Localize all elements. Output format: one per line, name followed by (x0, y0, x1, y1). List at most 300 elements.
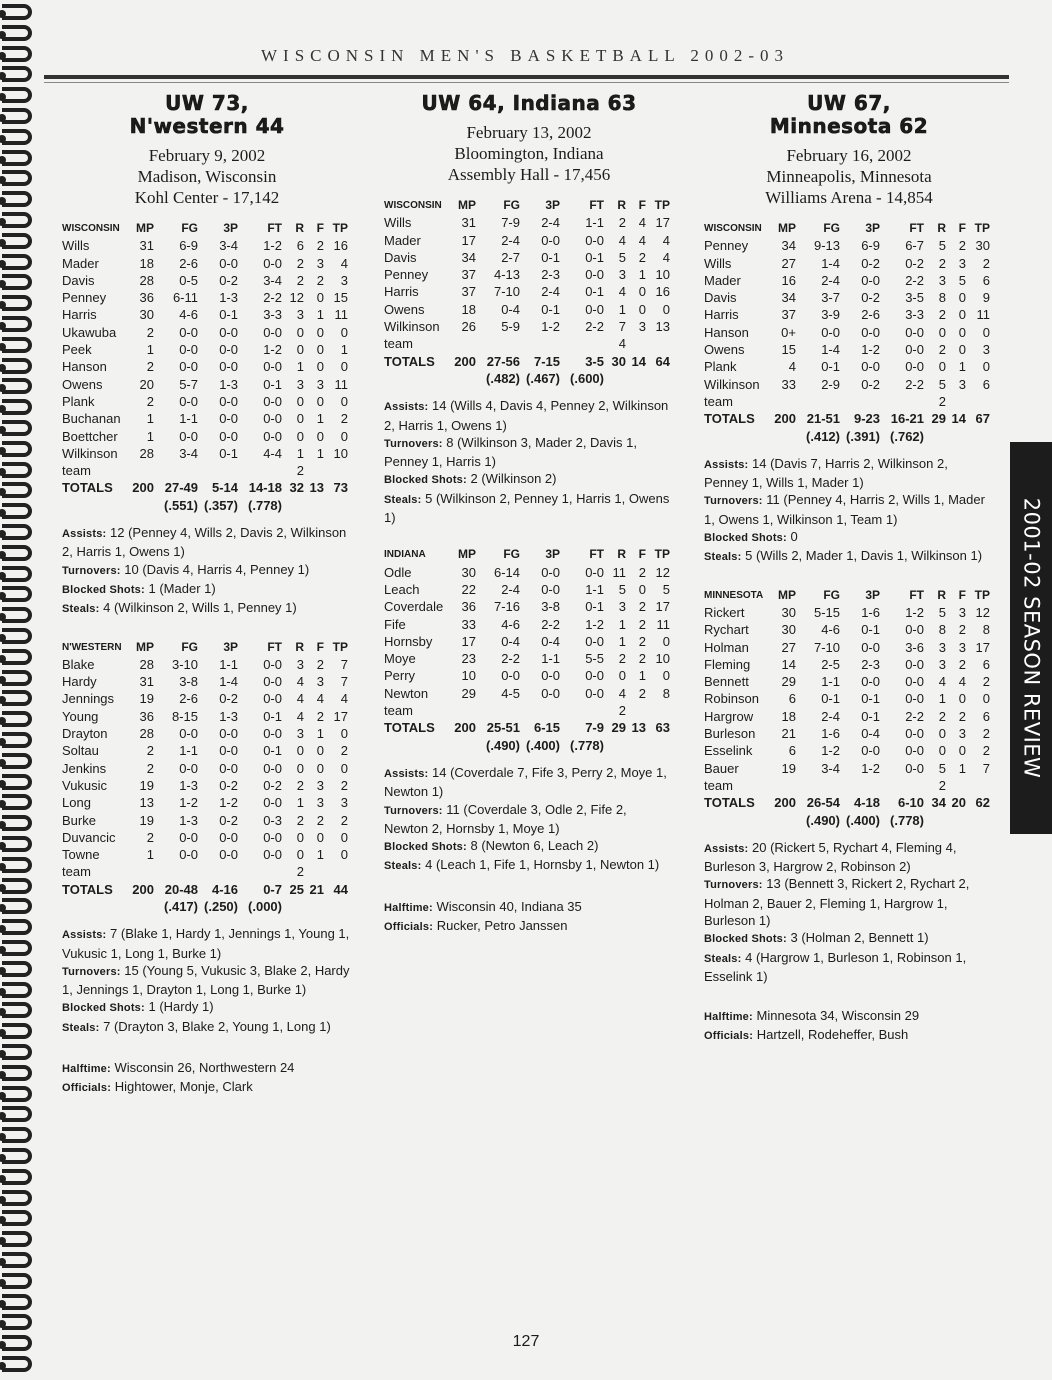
percentage-cell: (.778) (890, 812, 924, 828)
stat-cell: 36 (139, 290, 154, 306)
stat-cell: 15 (781, 342, 796, 358)
page-number: 127 (512, 1333, 540, 1350)
spacer-cell (128, 497, 154, 514)
stat-cell: 0-0 (219, 847, 238, 863)
stat-cell: 2 (316, 812, 324, 828)
stat-cell: 4-6 (501, 616, 520, 632)
stat-cell: 2 (982, 726, 990, 742)
turnovers-line-value: 13 (Bennett 3, Rickert 2, Rychart 2, Holman 2, Bauer 2, Fleming 1, Hargrow 1, Burleson 1) (704, 876, 970, 928)
player-name: Blake (62, 656, 95, 672)
player-name: Wills (384, 215, 412, 231)
stat-cell: 5 (662, 581, 670, 597)
totals-cell: 21 (309, 881, 324, 897)
spiral-ring (2, 961, 32, 977)
totals-cell: 200 (454, 720, 476, 736)
blocked-shots-line-value: 2 (Wilkinson 2) (470, 471, 557, 487)
stat-cell: 1 (316, 411, 324, 427)
totals-cell: 29 (931, 411, 946, 427)
stat-cell (796, 393, 840, 410)
player-name: Jennings (62, 691, 115, 707)
stat-cell: 0-2 (861, 255, 880, 271)
stat-cell: 9 (982, 290, 990, 306)
spiral-ring (2, 628, 32, 644)
totals-cell: 14 (951, 411, 966, 427)
stat-cell: 2-2 (263, 290, 282, 306)
team-notes (704, 839, 994, 985)
stat-cell: 0 (316, 393, 324, 409)
player-row (62, 656, 348, 673)
stat-cell: 2-6 (179, 255, 198, 271)
stat-cell (796, 777, 840, 794)
spiral-ring (2, 982, 32, 998)
percentages-row (384, 737, 670, 754)
stat-cell: 3-4 (821, 760, 840, 776)
stat-cell: 0-0 (541, 581, 560, 597)
stat-cell (880, 777, 924, 794)
blocked-shots-line (384, 470, 674, 489)
stat-cell: 4 (662, 232, 670, 248)
column-header: FT (589, 198, 604, 212)
stat-cell: 1 (958, 760, 966, 776)
stat-cell: 2-4 (821, 708, 840, 724)
assists-line (704, 455, 994, 492)
player-row (62, 846, 348, 863)
stat-cell: 2 (146, 393, 154, 409)
stat-cell: 2 (296, 777, 304, 793)
player-name: Penney (384, 267, 429, 283)
player-name: Boettcher (62, 428, 118, 444)
totals-cell: 34 (931, 795, 946, 811)
stat-cell: 15 (333, 290, 348, 306)
officials-line-label: Officials: (384, 920, 434, 933)
stat-cell: 9-13 (813, 238, 840, 254)
stat-cell: 31 (139, 238, 154, 254)
assists-line (62, 925, 352, 962)
percentages-row (384, 370, 670, 387)
stat-cell: 2 (982, 743, 990, 759)
player-row (62, 462, 348, 479)
stat-cell: 6 (296, 238, 304, 254)
stat-cell: 0-0 (263, 656, 282, 672)
stat-cell: 22 (461, 581, 476, 597)
stat-cell: 0-0 (179, 342, 198, 358)
team-name: MINNESOTA (704, 589, 764, 601)
stat-cell: 37 (461, 267, 476, 283)
player-name: Peek (62, 342, 92, 358)
spiral-ring (2, 1252, 32, 1268)
stat-cell: 0-0 (905, 674, 924, 690)
stat-cell: 5 (938, 760, 946, 776)
stat-cell: 0-0 (179, 726, 198, 742)
totals-row (62, 479, 348, 496)
stat-cell: 0-1 (541, 301, 560, 317)
stat-cell: 21 (781, 726, 796, 742)
column-header: FG (823, 587, 840, 602)
spiral-ring (2, 129, 32, 145)
assists-line-label: Assists: (62, 929, 107, 942)
game-footer-notes (384, 898, 674, 937)
game-footer-notes (704, 1007, 994, 1046)
column-header: F (958, 587, 966, 602)
stat-cell: 11 (656, 616, 670, 632)
box-score-header-row (384, 546, 670, 563)
stat-cell: 0-0 (263, 411, 282, 427)
stat-cell: 7-10 (813, 639, 840, 655)
stat-cell (476, 702, 520, 719)
spiral-binding (0, 0, 40, 1380)
stat-cell: 3-3 (905, 307, 924, 323)
steals-line-value: 5 (Wilkinson 2, Penney 1, Harris 1, Owens 1) (384, 490, 670, 526)
stat-cell: 2 (146, 760, 154, 776)
assists-line-value: 12 (Penney 4, Wills 2, Davis 2, Wilkinson 2, Harris 1, Owens 1) (62, 525, 347, 560)
stat-cell: 0 (958, 342, 966, 358)
steals-line (62, 1018, 352, 1037)
stat-cell: 3 (316, 777, 324, 793)
assists-line-label: Assists: (384, 767, 429, 780)
stat-cell: 2 (146, 829, 154, 845)
team-name: WISCONSIN (62, 223, 120, 234)
spiral-ring (2, 1169, 32, 1185)
stat-cell: 0-1 (219, 307, 238, 323)
page-header: WISCONSIN MEN'S BASKETBALL 2002-03 (260, 46, 790, 65)
percentage-cell: (.391) (846, 428, 880, 444)
column-header: R (295, 221, 304, 235)
stat-cell: 0-0 (905, 691, 924, 707)
stat-cell: 2-2 (905, 376, 924, 392)
percentages-row (704, 428, 990, 445)
side-tab-label: 2001-02 SEASON REVIEW (1019, 497, 1044, 779)
player-row (384, 581, 670, 598)
stat-cell: 1-1 (541, 651, 560, 667)
stat-cell: 3-7 (821, 290, 840, 306)
steals-line-label: Steals: (62, 1021, 100, 1034)
stat-cell: 1-6 (861, 604, 880, 620)
stat-cell: 8-15 (171, 708, 198, 724)
stat-cell: 17 (461, 633, 476, 649)
column-header: MP (458, 198, 476, 212)
player-row (384, 249, 670, 266)
stat-cell: 2-2 (905, 708, 924, 724)
stat-cell: 0-1 (263, 743, 282, 759)
player-row (62, 272, 348, 289)
spiral-ring (2, 1314, 32, 1330)
stat-cell (450, 335, 476, 352)
totals-label: TOTALS (62, 881, 113, 897)
blocked-shots-line-label: Blocked Shots: (384, 474, 467, 487)
column-header: FG (823, 221, 840, 235)
stat-cell: 0 (296, 411, 304, 427)
stat-cell: 0-0 (905, 656, 924, 672)
stat-cell: 19 (139, 812, 154, 828)
stat-cell: 0 (340, 847, 348, 863)
stat-cell: 0 (982, 691, 990, 707)
player-row (62, 673, 348, 690)
totals-cell: 26-54 (806, 795, 840, 811)
stat-cell: 2 (638, 651, 646, 667)
stat-cell: 28 (139, 445, 154, 461)
stat-cell: 37 (461, 284, 476, 300)
spiral-ring (2, 1127, 32, 1143)
spiral-ring (2, 919, 32, 935)
game-date: February 13, 2002 (466, 123, 592, 142)
spiral-ring (2, 545, 32, 561)
steals-line (704, 547, 994, 566)
spiral-ring (2, 732, 32, 748)
stat-cell: 30 (461, 564, 476, 580)
spiral-ring (2, 1294, 32, 1310)
spiral-ring (2, 462, 32, 478)
stat-cell: 0-0 (905, 342, 924, 358)
halftime-line (62, 1059, 352, 1078)
player-name: Hanson (704, 324, 749, 340)
stat-cell: 3 (958, 604, 966, 620)
stat-cell: 8 (662, 685, 670, 701)
stat-cell: 0 (982, 324, 990, 340)
spiral-ring (2, 420, 32, 436)
stat-cell: 0-5 (179, 272, 198, 288)
player-name: Owens (384, 301, 425, 317)
player-row (704, 324, 990, 341)
stat-cell: 1-3 (179, 812, 198, 828)
spiral-ring (2, 295, 32, 311)
blocked-shots-line-value: 1 (Mader 1) (148, 580, 216, 596)
stat-cell: 0-0 (861, 743, 880, 759)
stat-cell: 8 (982, 622, 990, 638)
column-header: TP (332, 221, 348, 235)
blocked-shots-line (62, 580, 352, 599)
box-score-header-row (704, 587, 990, 604)
stat-cell: 2-4 (821, 272, 840, 288)
stat-cell (646, 702, 670, 719)
stat-cell: 3 (316, 376, 324, 392)
stat-cell: 16 (333, 238, 348, 254)
stat-cell: 3 (340, 795, 348, 811)
stat-cell: 3 (296, 656, 304, 672)
officials-line-label: Officials: (704, 1030, 754, 1043)
stat-cell: 1-1 (219, 656, 238, 672)
stat-cell (154, 863, 198, 880)
percentage-cell: (.482) (486, 370, 520, 386)
spiral-ring (2, 524, 32, 540)
stat-cell: 2 (638, 599, 646, 615)
player-row (62, 760, 348, 777)
player-name: Owens (62, 376, 103, 392)
officials-line-label: Officials: (62, 1082, 112, 1095)
stat-cell: 2 (938, 393, 946, 409)
stat-cell: 6 (982, 376, 990, 392)
spiral-ring (2, 66, 32, 82)
stat-cell: 0-0 (861, 359, 880, 375)
stat-cell: 1-4 (219, 674, 238, 690)
stat-cell: 4 (618, 284, 626, 300)
stat-cell: 0-2 (219, 777, 238, 793)
stat-cell: 0-0 (179, 847, 198, 863)
stat-cell (520, 702, 560, 719)
stat-cell: 0-1 (263, 376, 282, 392)
stat-cell (966, 393, 990, 410)
stat-cell: 2 (316, 656, 324, 672)
steals-line-value: 4 (Leach 1, Fife 1, Hornsby 1, Newton 1) (425, 857, 660, 873)
blocked-shots-line (62, 998, 352, 1017)
stat-cell: 3 (296, 307, 304, 323)
percentage-cell: (.778) (570, 737, 604, 753)
stat-cell: 4 (788, 359, 796, 375)
stat-cell: 0 (316, 829, 324, 845)
totals-row (384, 353, 670, 370)
column-header: FT (267, 639, 282, 654)
stat-cell: 19 (781, 760, 796, 776)
column-header: 3P (865, 221, 880, 235)
stat-cell: 0 (296, 393, 304, 409)
stat-cell: 2 (618, 215, 626, 231)
player-row (62, 708, 348, 725)
player-row (704, 742, 990, 759)
stat-cell: 4-6 (821, 622, 840, 638)
stat-cell: 0-0 (905, 743, 924, 759)
stat-cell: 0 (638, 301, 646, 317)
stat-cell: 1 (638, 267, 646, 283)
stat-cell: 3-6 (905, 639, 924, 655)
player-row (384, 667, 670, 684)
totals-cell: 4-18 (853, 795, 880, 811)
player-row (384, 598, 670, 615)
game-info (704, 145, 994, 208)
player-name: Robinson (704, 691, 759, 707)
player-row (384, 318, 670, 335)
stat-cell: 19 (139, 691, 154, 707)
spiral-ring (2, 441, 32, 457)
spacer-cell (384, 370, 450, 387)
stat-cell: 17 (655, 215, 670, 231)
stat-cell: 36 (139, 708, 154, 724)
stat-cell: 0-0 (219, 255, 238, 271)
percentages-row (62, 497, 348, 514)
player-name: Soltau (62, 743, 99, 759)
spiral-ring (2, 815, 32, 831)
player-name: Young (62, 708, 99, 724)
stat-cell: 0-0 (179, 324, 198, 340)
spiral-ring (2, 482, 32, 498)
stat-cell: 0-0 (585, 685, 604, 701)
stat-cell: 31 (461, 215, 476, 231)
stat-cell: 0 (340, 428, 348, 444)
stat-cell: 1-2 (821, 743, 840, 759)
steals-line-value: 4 (Wilkinson 2, Wills 1, Penney 1) (103, 600, 297, 616)
player-name: Plank (62, 393, 95, 409)
stat-cell: 0 (340, 393, 348, 409)
player-name: team (62, 463, 91, 479)
box-score-header-row (62, 639, 348, 656)
spacer-cell (62, 497, 128, 514)
totals-cell: 7-9 (585, 720, 604, 736)
stat-cell: 4-6 (179, 307, 198, 323)
stat-cell: 0-0 (541, 232, 560, 248)
stat-cell: 0-0 (179, 428, 198, 444)
stat-cell: 10 (655, 267, 670, 283)
stat-cell: 0-0 (861, 639, 880, 655)
percentage-cell: (.778) (248, 497, 282, 513)
turnovers-line-value: 11 (Penney 4, Harris 2, Wills 1, Mader 1, Owens 1, Wilkinson 1, Team 1) (704, 492, 985, 527)
stat-cell: 0-0 (179, 760, 198, 776)
stat-cell: 4 (618, 685, 626, 701)
stat-cell: 0-1 (861, 691, 880, 707)
stat-cell: 27 (781, 639, 796, 655)
column-header: TP (332, 639, 348, 654)
spiral-ring (2, 378, 32, 394)
stat-cell: 12 (975, 604, 990, 620)
stat-cell: 1 (938, 691, 946, 707)
totals-cell: 200 (132, 881, 154, 897)
stat-cell: 0-0 (263, 795, 282, 811)
team-notes (384, 764, 674, 876)
column-header: MP (136, 639, 154, 654)
stat-cell: 1-6 (821, 726, 840, 742)
percentage-cell: (.000) (248, 898, 282, 914)
assists-line-label: Assists: (704, 458, 749, 471)
stat-cell: 4 (340, 255, 348, 271)
column-header: FG (181, 639, 198, 654)
stat-cell: 5 (618, 581, 626, 597)
stat-cell (646, 335, 670, 352)
stat-cell: 0-0 (541, 668, 560, 684)
stat-cell (450, 702, 476, 719)
spiral-ring (2, 212, 32, 228)
player-name: Odle (384, 564, 412, 580)
stat-cell: 0-0 (585, 232, 604, 248)
percentage-cell: (.357) (204, 497, 238, 513)
stat-cell (238, 462, 282, 479)
stat-cell: 30 (139, 307, 154, 323)
blocked-shots-line-value: 0 (790, 529, 798, 545)
stat-cell: 0-0 (585, 668, 604, 684)
stat-cell: 4 (296, 674, 304, 690)
player-row (704, 393, 990, 410)
turnovers-line-label: Turnovers: (704, 879, 763, 892)
spiral-ring (2, 233, 32, 249)
team-notes (384, 397, 674, 526)
stat-cell: 0-0 (905, 760, 924, 776)
player-name: Rickert (704, 604, 745, 620)
spiral-ring (2, 1023, 32, 1039)
column-header: MP (778, 221, 796, 235)
stat-cell: 0-0 (861, 324, 880, 340)
player-row (704, 289, 990, 306)
player-row (704, 341, 990, 358)
spiral-ring (2, 753, 32, 769)
stat-cell: 2 (982, 674, 990, 690)
stat-cell: 18 (139, 255, 154, 271)
player-name: Drayton (62, 726, 108, 742)
stat-cell: 18 (461, 301, 476, 317)
spiral-ring (2, 1106, 32, 1122)
stat-cell: 0 (982, 359, 990, 375)
stat-cell: 1 (340, 342, 348, 358)
stat-cell: 3 (618, 267, 626, 283)
column-header: FT (267, 221, 282, 235)
stat-cell: 36 (461, 599, 476, 615)
game-location: Bloomington, Indiana (454, 144, 604, 163)
halftime-line (384, 898, 674, 917)
player-row (384, 685, 670, 702)
stat-cell: 1-3 (219, 376, 238, 392)
column-header: MP (136, 221, 154, 235)
totals-cell: 5-14 (211, 480, 238, 496)
player-name: Ukawuba (62, 324, 117, 340)
spiral-ring (2, 1086, 32, 1102)
stat-cell: 0 (316, 428, 324, 444)
stat-cell: 2 (296, 463, 304, 479)
stat-cell: 0-0 (179, 393, 198, 409)
